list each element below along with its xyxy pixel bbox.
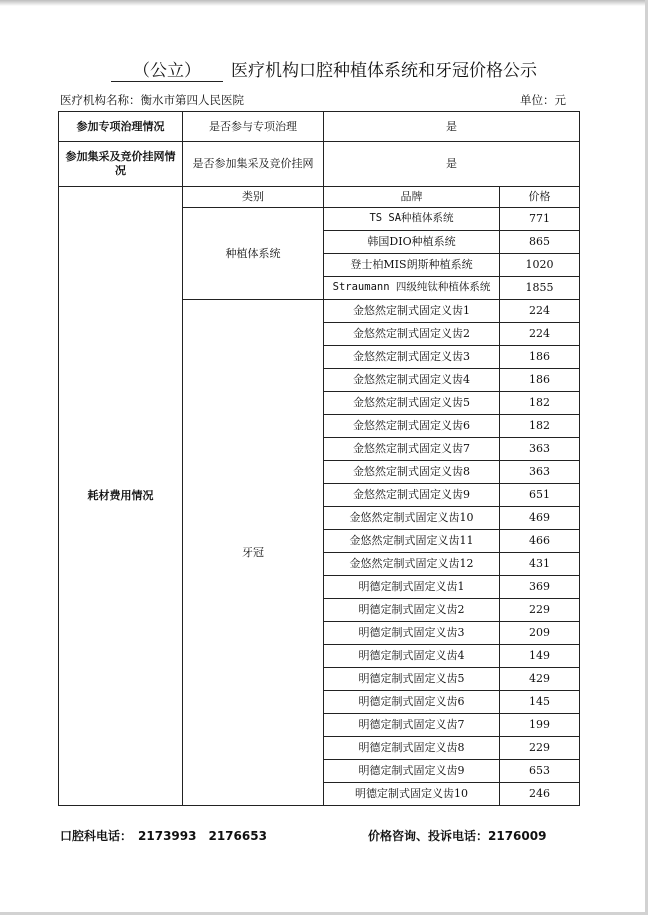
brand-cell: 明德定制式固定义齿8 [324, 737, 500, 760]
brand-cell: 金悠然定制式固定义齿9 [324, 484, 500, 507]
brand-cell: 金悠然定制式固定义齿7 [324, 438, 500, 461]
price-cell: 653 [500, 760, 580, 783]
price-cell: 199 [500, 714, 580, 737]
brand-cell: 明德定制式固定义齿2 [324, 599, 500, 622]
brand-cell: 明德定制式固定义齿9 [324, 760, 500, 783]
brand-cell: 明德定制式固定义齿1 [324, 576, 500, 599]
price-cell: 466 [500, 530, 580, 553]
question-procurement: 是否参加集采及竞价挂网 [183, 142, 324, 187]
price-cell: 865 [500, 231, 580, 254]
price-cell: 186 [500, 369, 580, 392]
price-cell: 145 [500, 691, 580, 714]
price-cell: 229 [500, 599, 580, 622]
price-cell: 186 [500, 346, 580, 369]
question-special-governance: 是否参与专项治理 [183, 112, 324, 142]
crown-category-cell: 牙冠 [183, 300, 324, 806]
price-cell: 149 [500, 645, 580, 668]
row-procurement [59, 142, 580, 187]
title-text: 医疗机构口腔种植体系统和牙冠价格公示 [231, 61, 537, 81]
price-table [58, 111, 580, 806]
brand-cell: 金悠然定制式固定义齿8 [324, 461, 500, 484]
brand-cell: 登士柏MIS朗斯种植系统 [324, 254, 500, 277]
price-cell: 246 [500, 783, 580, 806]
header-price: 价格 [500, 187, 580, 208]
price-cell: 1020 [500, 254, 580, 277]
price-cell: 363 [500, 438, 580, 461]
label-special-governance: 参加专项治理情况 [59, 112, 183, 142]
brand-cell: 金悠然定制式固定义齿11 [324, 530, 500, 553]
brand-cell: 明德定制式固定义齿6 [324, 691, 500, 714]
answer-procurement: 是 [324, 142, 580, 187]
title-prefix: （公立） [111, 56, 223, 82]
price-cell: 209 [500, 622, 580, 645]
brand-cell: 明德定制式固定义齿10 [324, 783, 500, 806]
header-category: 类别 [183, 187, 324, 208]
brand-cell: 金悠然定制式固定义齿1 [324, 300, 500, 323]
price-cell: 369 [500, 576, 580, 599]
brand-cell: 金悠然定制式固定义齿5 [324, 392, 500, 415]
dental-phone-label: 口腔科电话： [60, 829, 133, 843]
brand-cell: 韩国DIO种植系统 [324, 231, 500, 254]
brand-cell: Straumann 四级纯钛种植体系统 [324, 277, 500, 300]
brand-cell: 明德定制式固定义齿5 [324, 668, 500, 691]
price-cell: 431 [500, 553, 580, 576]
document-title [0, 56, 648, 82]
label-procurement: 参加集采及竞价挂网情况 [59, 142, 183, 187]
header-row [59, 187, 580, 208]
implant-category-cell: 种植体系统 [183, 208, 324, 300]
price-cell: 224 [500, 300, 580, 323]
brand-cell: 金悠然定制式固定义齿12 [324, 553, 500, 576]
brand-cell: TS SA种植体系统 [324, 208, 500, 231]
brand-cell: 明德定制式固定义齿4 [324, 645, 500, 668]
brand-cell: 金悠然定制式固定义齿2 [324, 323, 500, 346]
price-cell: 771 [500, 208, 580, 231]
price-cell: 229 [500, 737, 580, 760]
dental-phone-number-1: 2173993 [138, 829, 197, 843]
price-cell: 182 [500, 392, 580, 415]
brand-cell: 金悠然定制式固定义齿3 [324, 346, 500, 369]
dental-phone [60, 827, 267, 844]
section-label-consumables: 耗材费用情况 [59, 187, 183, 806]
complaint-phone: 价格咨询、投诉电话：2176009 [368, 829, 547, 843]
row-special-governance [59, 112, 580, 142]
price-cell: 363 [500, 461, 580, 484]
answer-special-governance: 是 [324, 112, 580, 142]
price-cell: 224 [500, 323, 580, 346]
dental-phone-number-2: 2176653 [208, 829, 267, 843]
brand-cell: 金悠然定制式固定义齿6 [324, 415, 500, 438]
price-cell: 1855 [500, 277, 580, 300]
scan-edge-top [0, 0, 648, 6]
header-brand: 品牌 [324, 187, 500, 208]
brand-cell: 金悠然定制式固定义齿10 [324, 507, 500, 530]
brand-cell: 明德定制式固定义齿3 [324, 622, 500, 645]
price-cell: 651 [500, 484, 580, 507]
price-cell: 429 [500, 668, 580, 691]
brand-cell: 金悠然定制式固定义齿4 [324, 369, 500, 392]
price-cell: 469 [500, 507, 580, 530]
institution-name: 医疗机构名称：衡水市第四人民医院 [60, 93, 244, 107]
unit-label: 单位：元 [520, 93, 566, 107]
price-cell: 182 [500, 415, 580, 438]
brand-cell: 明德定制式固定义齿7 [324, 714, 500, 737]
